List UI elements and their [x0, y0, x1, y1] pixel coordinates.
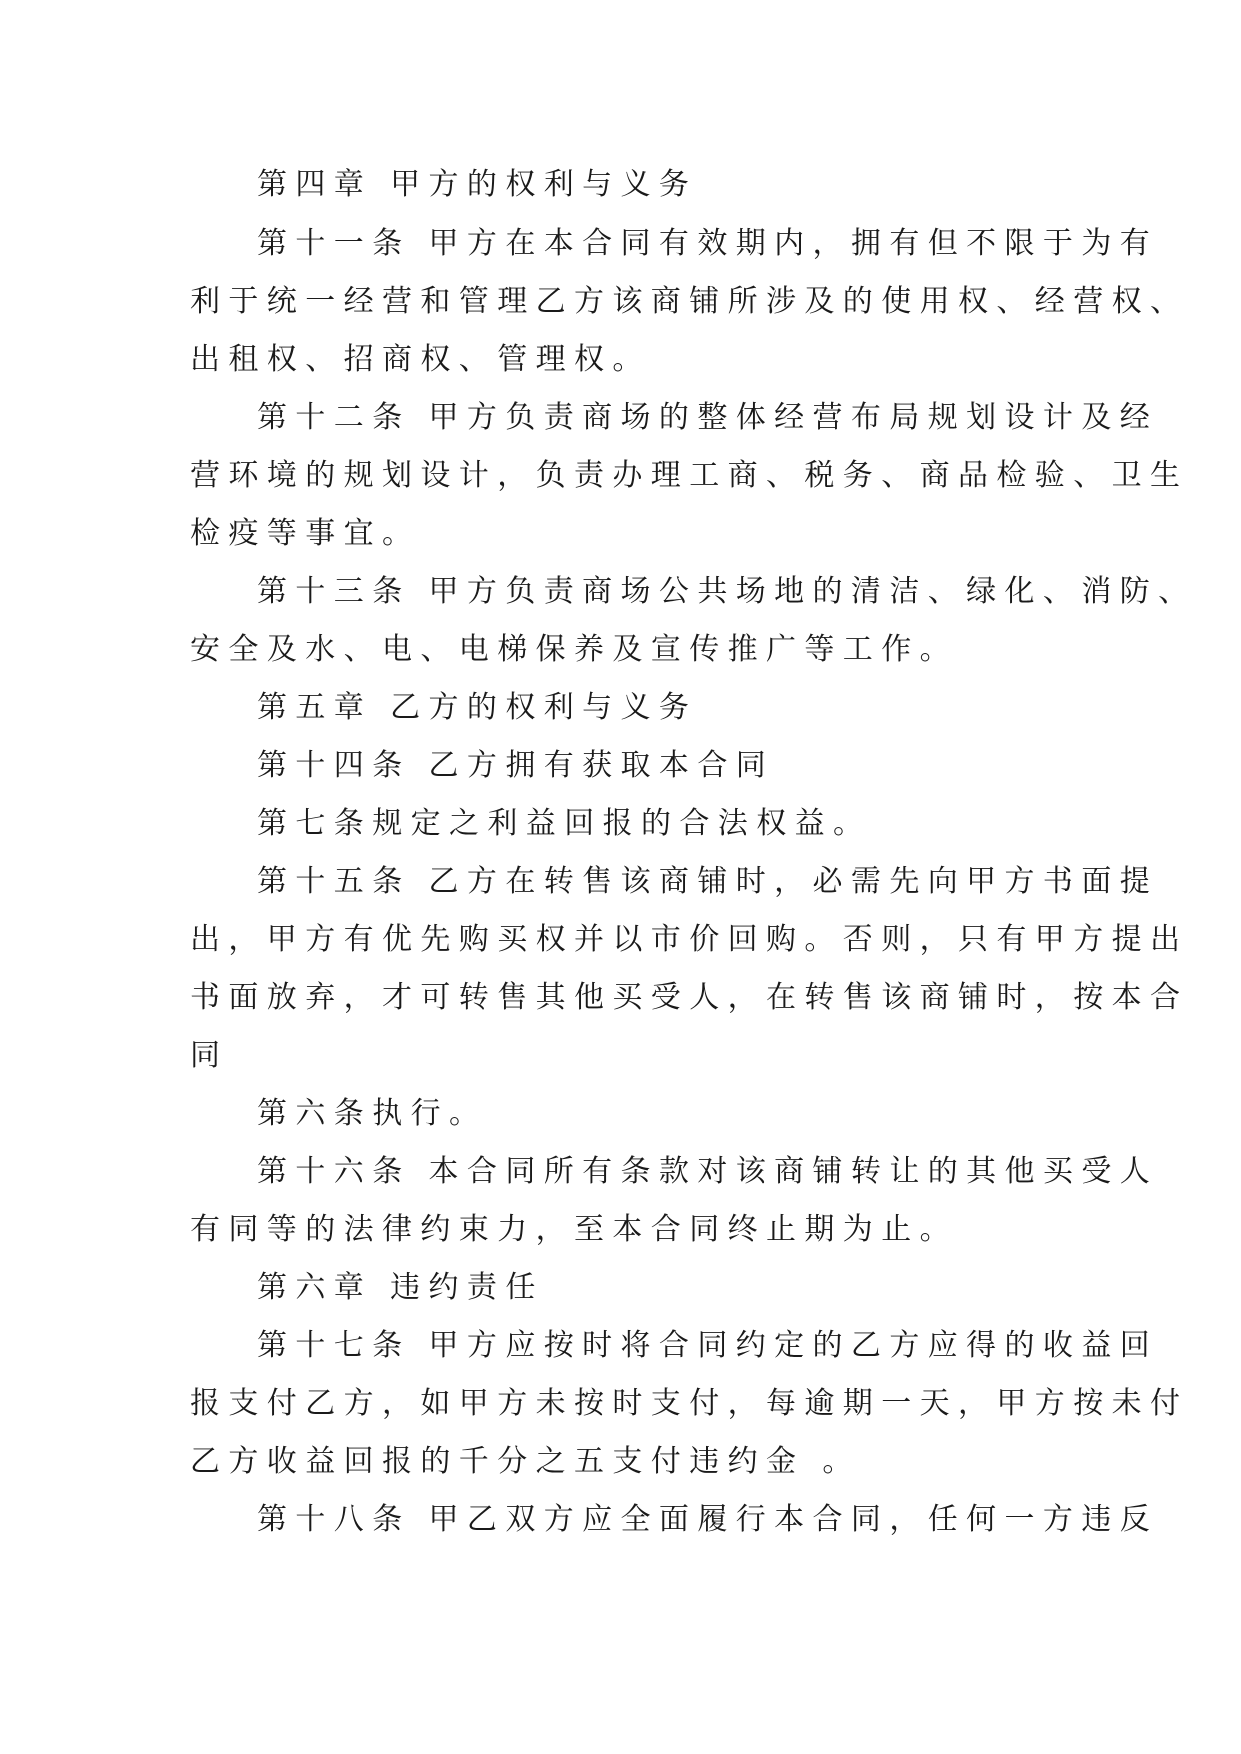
- article-15-line-2: 出，甲方有优先购买权并以市价回购。否则，只有甲方提出: [190, 922, 1189, 957]
- article-15-line-1: 第十五条 乙方在转售该商铺时，必需先向甲方书面提: [257, 864, 1159, 899]
- article-16-line-2: 有同等的法律约束力，至本合同终止期为止。: [190, 1212, 958, 1247]
- article-15-line-3: 书面放弃，才可转售其他买受人，在转售该商铺时，按本合: [190, 980, 1189, 1015]
- article-18-line-1: 第十八条 甲乙双方应全面履行本合同，任何一方违反: [257, 1502, 1159, 1537]
- article-14-line-1: 第十四条 乙方拥有获取本合同: [257, 748, 775, 783]
- article-12-line-3: 检疫等事宜。: [190, 516, 421, 551]
- chapter-6-heading: 第六章 违约责任: [257, 1270, 544, 1305]
- article-17-line-1: 第十七条 甲方应按时将合同约定的乙方应得的收益回: [257, 1328, 1159, 1363]
- article-17-line-2: 报支付乙方，如甲方未按时支付，每逾期一天，甲方按未付: [190, 1386, 1189, 1421]
- article-13-line-2: 安全及水、电、电梯保养及宣传推广等工作。: [190, 632, 958, 667]
- article-17-line-3: 乙方收益回报的千分之五支付违约金 。: [190, 1444, 861, 1479]
- article-14-line-2: 第七条规定之利益回报的合法权益。: [257, 806, 872, 841]
- article-12-line-2: 营环境的规划设计，负责办理工商、税务、商品检验、卫生: [190, 458, 1189, 493]
- article-15-line-4: 同: [190, 1038, 229, 1073]
- article-11-line-3: 出租权、招商权、管理权。: [190, 342, 651, 377]
- article-11-line-2: 利于统一经营和管理乙方该商铺所涉及的使用权、经营权、: [190, 284, 1189, 319]
- article-16-line-1: 第十六条 本合同所有条款对该商铺转让的其他买受人: [257, 1154, 1159, 1189]
- article-15-line-5: 第六条执行。: [257, 1096, 488, 1131]
- chapter-5-heading: 第五章 乙方的权利与义务: [257, 690, 698, 725]
- article-13-line-1: 第十三条 甲方负责商场公共场地的清洁、绿化、消防、: [257, 574, 1197, 609]
- chapter-4-heading: 第四章 甲方的权利与义务: [257, 167, 698, 202]
- article-12-line-1: 第十二条 甲方负责商场的整体经营布局规划设计及经: [257, 400, 1159, 435]
- article-11-line-1: 第十一条 甲方在本合同有效期内，拥有但不限于为有: [257, 226, 1159, 261]
